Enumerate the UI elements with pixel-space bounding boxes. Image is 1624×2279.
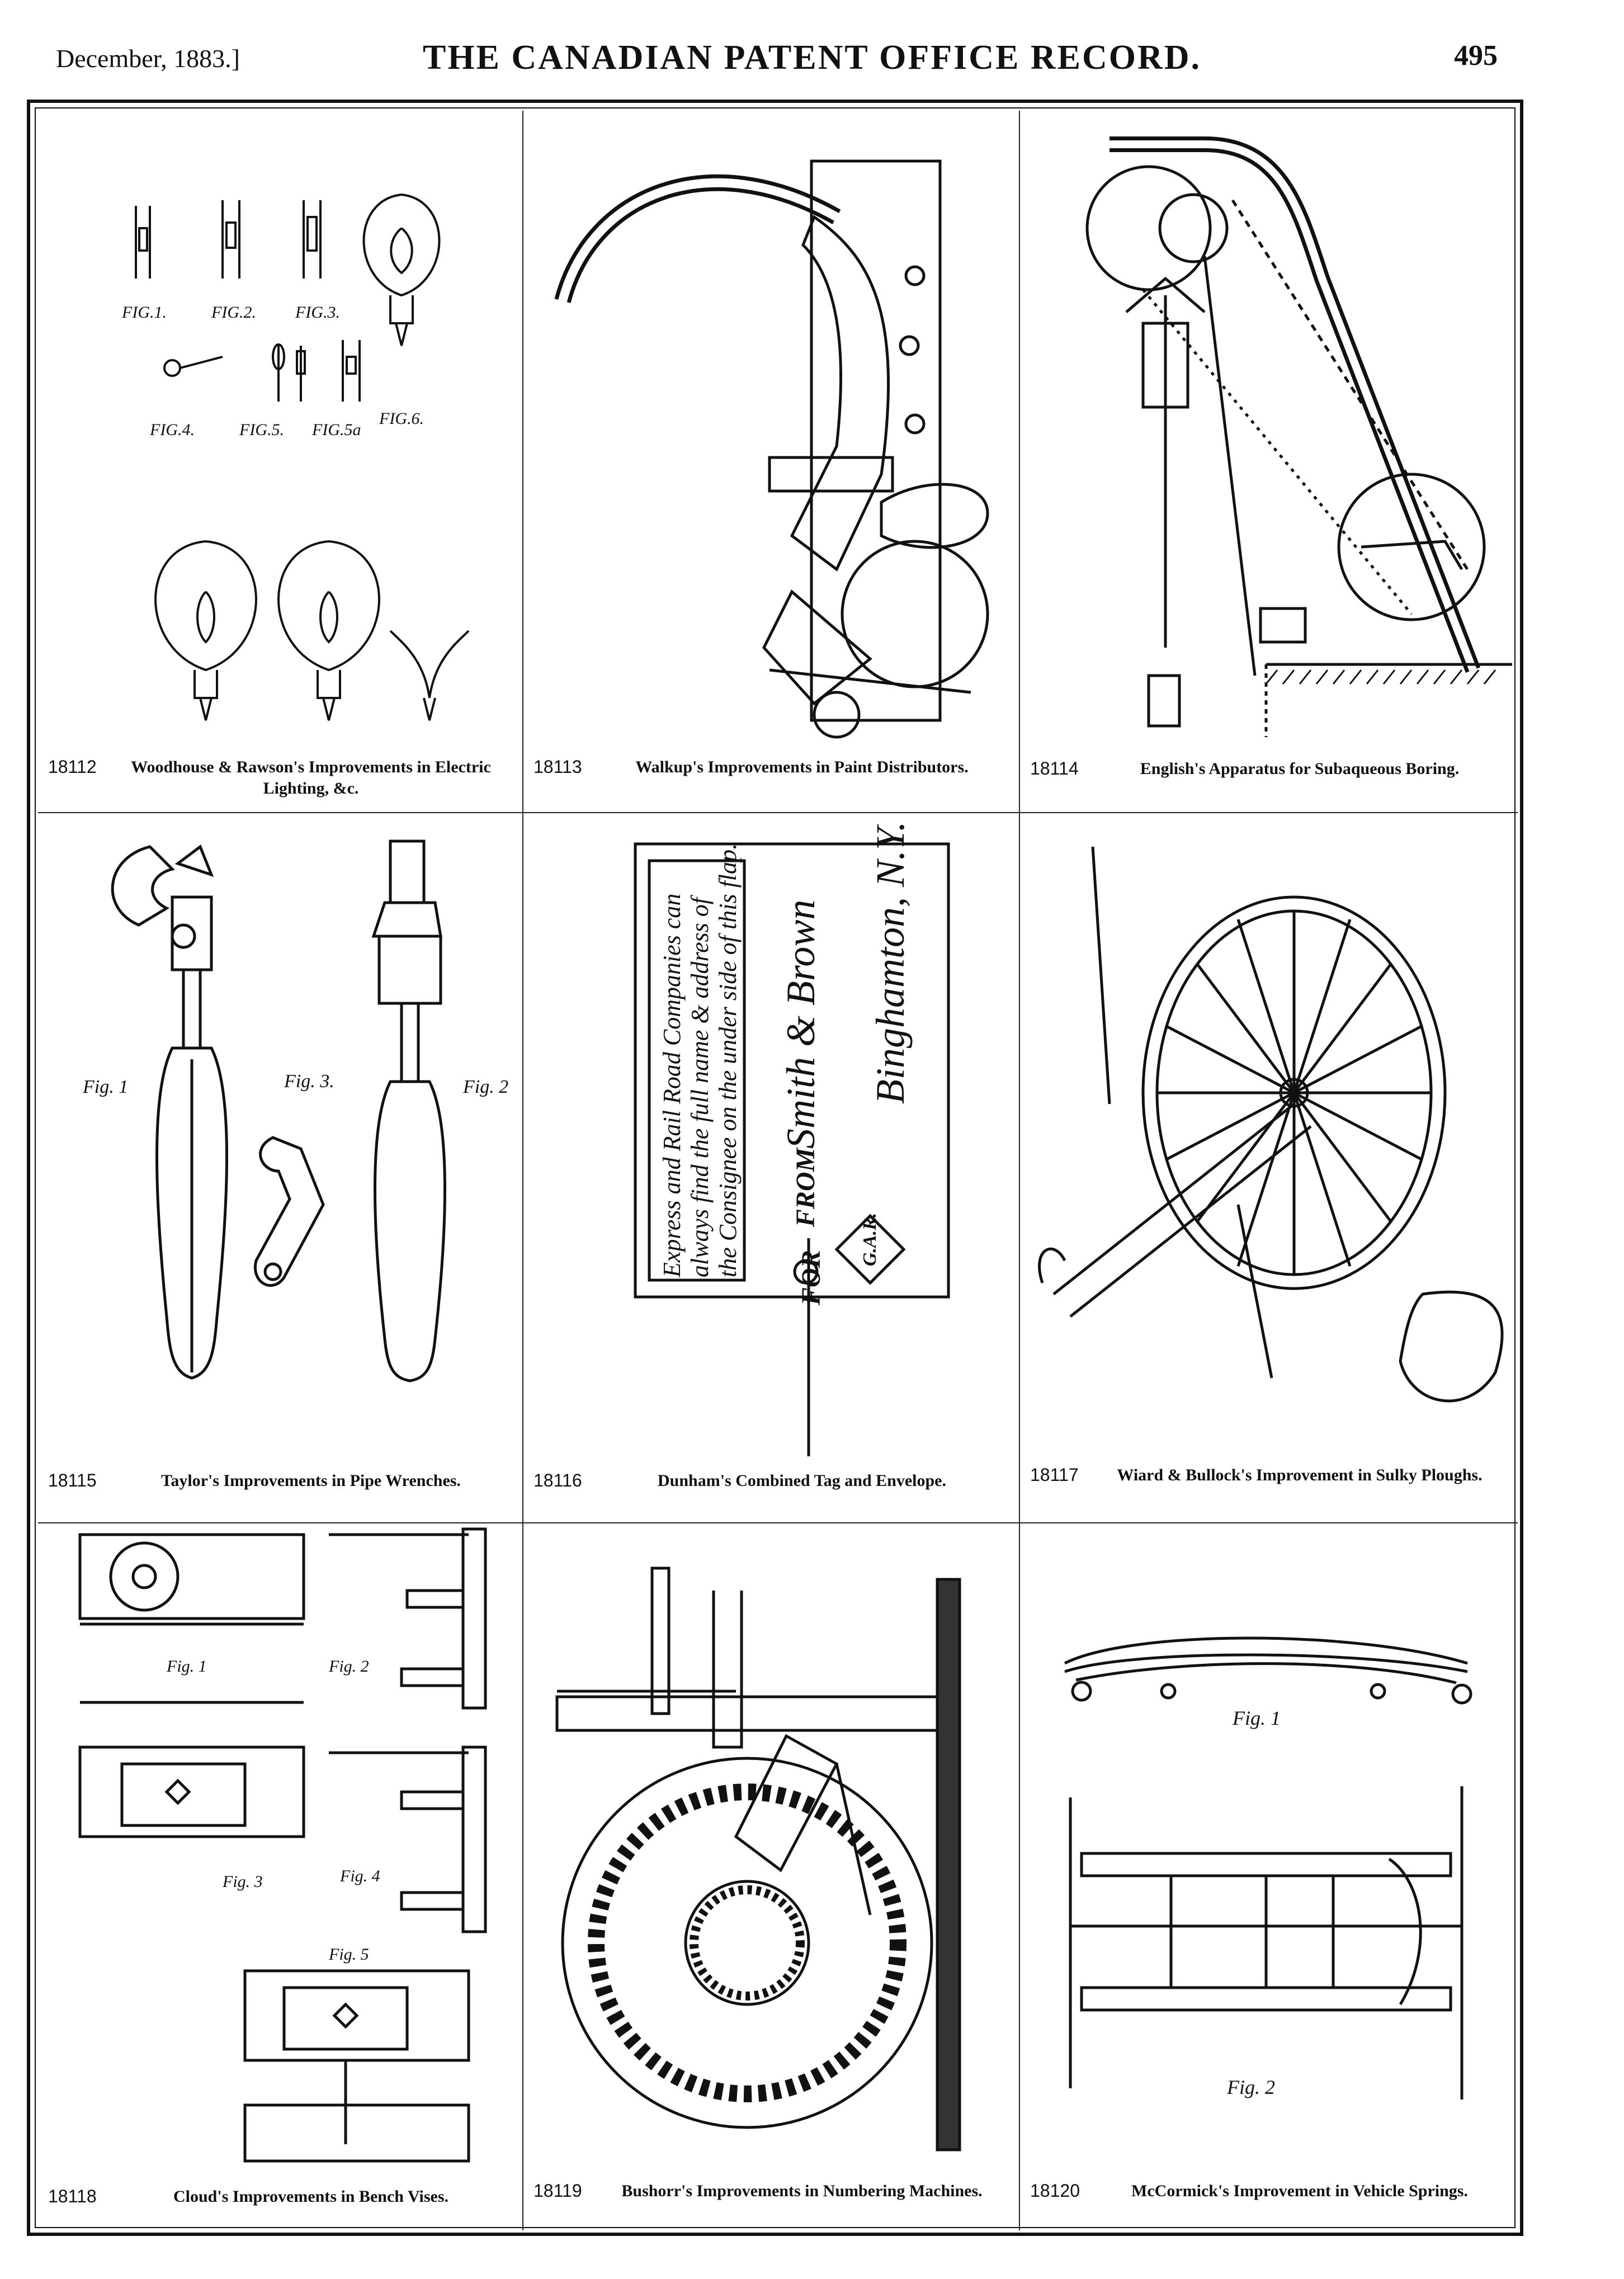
patent-cell-18113: [523, 111, 1019, 812]
fig-label: Fig. 1: [83, 1077, 129, 1097]
patent-title: English's Apparatus for Subaqueous Boring.: [1140, 759, 1460, 778]
fig-label: FIG.1.: [122, 303, 167, 322]
fig-label: FIG.5a: [312, 421, 361, 439]
tag-notice-line: always find the full name & address of: [686, 897, 714, 1277]
fig-label: Fig. 2: [329, 1657, 369, 1676]
fig-label: Fig. 3.: [284, 1071, 334, 1092]
page-header: [0, 0, 1624, 95]
patent-title: Walkup's Improvements in Paint Distributors.: [635, 758, 969, 776]
patent-title: Bushorr's Improvements in Numbering Machines.: [621, 2182, 983, 2200]
tag-from-city: Binghamton, N.Y.: [868, 821, 913, 1104]
fig-label: FIG.6.: [379, 409, 424, 428]
figure-plate: [27, 100, 1523, 2236]
sulky-plough-drawing: [1020, 813, 1518, 1451]
fig-label: FIG.5.: [239, 421, 284, 439]
fig-label: Fig. 5: [329, 1945, 369, 1964]
patent-title: Woodhouse & Rawson's Improvements in Electric Lighting, &c.: [131, 758, 491, 798]
patent-number: 18120: [1030, 2181, 1080, 2201]
fig-label: Fig. 4: [340, 1867, 380, 1885]
fig-label: Fig. 2: [463, 1077, 509, 1097]
patent-cell-18118: [38, 1523, 522, 2230]
fig-label: FIG.4.: [150, 421, 195, 439]
publication-title: THE CANADIAN PATENT OFFICE RECORD.: [422, 39, 1202, 77]
tag-notice-line: Express and Rail Road Companies can: [658, 893, 686, 1277]
tag-from-label: FROM: [791, 1148, 820, 1227]
tag-for-label: FOR: [796, 1250, 826, 1305]
subaqueous-boring-drawing: [1020, 111, 1518, 743]
tag-envelope-drawing: [523, 813, 1019, 1473]
patent-number: 18112: [48, 757, 97, 777]
patent-number: 18114: [1030, 758, 1079, 778]
patent-title: Wiard & Bullock's Improvement in Sulky Ploughs.: [1117, 1466, 1483, 1484]
patent-title: Taylor's Improvements in Pipe Wrenches.: [161, 1471, 461, 1490]
patent-number: 18119: [534, 2181, 582, 2201]
page-number: 495: [1454, 40, 1498, 72]
fig-label: FIG.2.: [211, 303, 256, 322]
patent-number: 18116: [534, 1470, 582, 1490]
paint-distributor-drawing: [523, 111, 1019, 743]
patent-title: McCormick's Improvement in Vehicle Springs.: [1131, 2182, 1468, 2200]
fig-label: Fig. 2: [1227, 2076, 1275, 2098]
patent-cell-18117: [1020, 813, 1518, 1522]
patent-cell-18115: [38, 813, 522, 1522]
electric-lamp-drawing: [38, 111, 522, 737]
tag-stamp: G.A.R.: [860, 1212, 880, 1266]
fig-label: Fig. 3: [223, 1872, 263, 1891]
fig-label: FIG.3.: [295, 303, 340, 322]
patent-cell-18116: [523, 813, 1019, 1522]
numbering-machine-drawing: [523, 1523, 1019, 2167]
patent-cell-18119: [523, 1523, 1019, 2230]
tag-from-name: Smith & Brown: [778, 899, 823, 1149]
patent-number: 18113: [534, 757, 582, 777]
fig-label: Fig. 1: [167, 1657, 207, 1676]
issue-date: December, 1883.]: [56, 44, 240, 73]
patent-number: 18118: [48, 2186, 97, 2206]
fig-label: Fig. 1: [1233, 1707, 1281, 1729]
patent-number: 18117: [1030, 1465, 1079, 1485]
tag-notice-line: the Consignee on the under side of this flap.: [714, 843, 742, 1277]
bench-vise-drawing: [38, 1523, 522, 2167]
patent-cell-18120: [1020, 1523, 1518, 2230]
pipe-wrench-drawing: [38, 813, 522, 1473]
patent-title: Dunham's Combined Tag and Envelope.: [657, 1471, 946, 1490]
patent-cell-18114: [1020, 111, 1518, 812]
patent-title: Cloud's Improvements in Bench Vises.: [173, 2187, 449, 2206]
vehicle-spring-drawing: [1020, 1523, 1518, 2167]
patent-cell-18112: [38, 111, 522, 812]
patent-number: 18115: [48, 1470, 97, 1490]
